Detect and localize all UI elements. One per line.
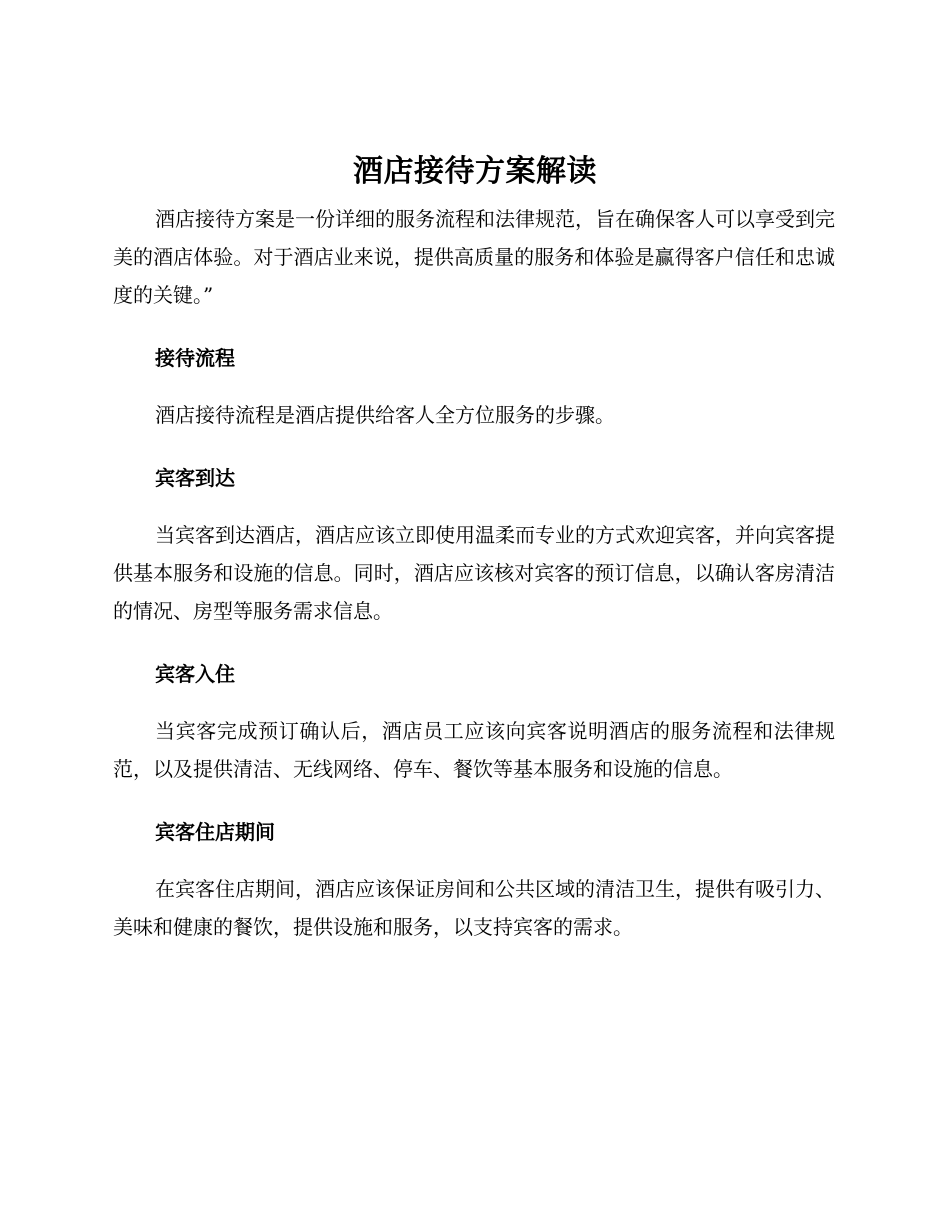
section-body-reception-process: 酒店接待流程是酒店提供给客人全方位服务的步骤。 — [155, 403, 615, 427]
intro-paragraph: 酒店接待方案是一份详细的服务流程和法律规范，旨在确保客人可以享受到完美的酒店体验。对于酒店业来说，提供高质量的服务和体验是赢得客户信任和忠诚度的关键。” — [113, 207, 835, 307]
section-heading-guest-arrival: 宾客到达 — [155, 466, 235, 490]
section-body-guest-arrival: 当宾客到达酒店，酒店应该立即使用温柔而专业的方式欢迎宾客，并向宾客提供基本服务和设施的信息。同时，酒店应该核对宾客的预订信息，以确认客房清洁的情况、房型等服务需求信息。 — [113, 523, 835, 623]
section-body-guest-check-in: 当宾客完成预订确认后，酒店员工应该向宾客说明酒店的服务流程和法律规范，以及提供清洁、无线网络、停车、餐饮等基本服务和设施的信息。 — [113, 719, 835, 781]
section-heading-guest-check-in: 宾客入住 — [155, 662, 235, 686]
document-body — [113, 200, 835, 946]
section-body-guest-stay: 在宾客住店期间，酒店应该保证房间和公共区域的清洁卫生，提供有吸引力、美味和健康的餐饮，提供设施和服务，以支持宾客的需求。 — [113, 877, 835, 939]
document-title: 酒店接待方案解读 — [353, 154, 597, 189]
section-heading-guest-stay: 宾客住店期间 — [155, 820, 275, 844]
section-heading-reception-process: 接待流程 — [155, 346, 235, 370]
